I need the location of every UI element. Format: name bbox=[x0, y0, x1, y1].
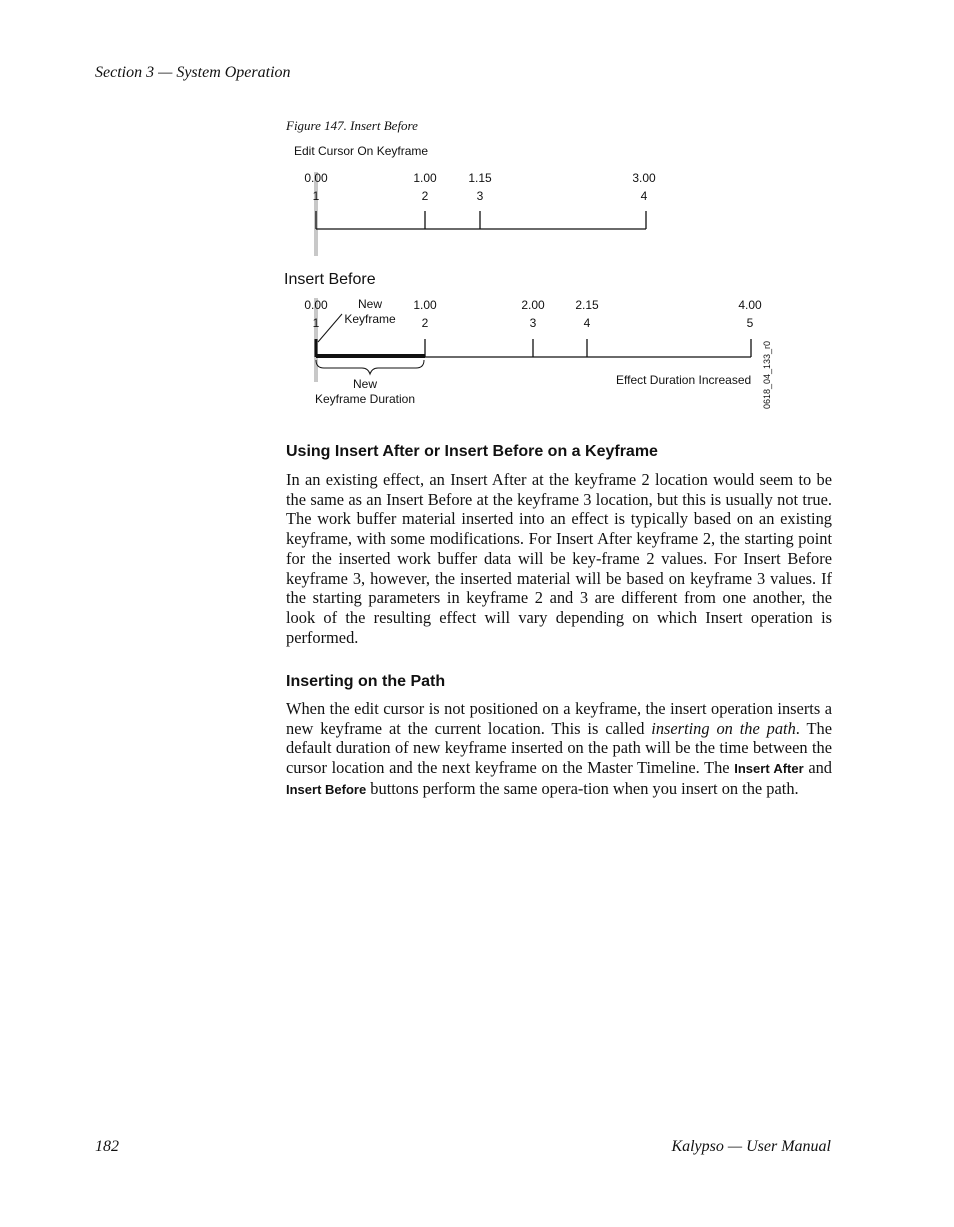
section-heading-inserting-on-path: Inserting on the Path bbox=[286, 673, 446, 690]
new-keyframe-pointer bbox=[318, 314, 342, 342]
top-diagram-title: Edit Cursor On Keyframe bbox=[294, 144, 429, 158]
bottom-diagram-title: Insert Before bbox=[284, 271, 376, 288]
bottom-kf-5-num: 5 bbox=[746, 316, 754, 330]
italic-term: inserting on the path bbox=[651, 718, 796, 738]
top-kf-4-time: 3.00 bbox=[632, 171, 656, 185]
bottom-kf-4-time: 2.15 bbox=[575, 298, 599, 312]
effect-duration-label: Effect Duration Increased bbox=[616, 373, 752, 387]
bottom-kf-1-num: 1 bbox=[312, 316, 320, 330]
body-text: and bbox=[803, 758, 832, 778]
top-kf-1-time: 0.00 bbox=[304, 171, 328, 185]
bottom-kf-3-time: 2.00 bbox=[521, 298, 545, 312]
section-heading-insert-after-before: Using Insert After or Insert Before on a Keyframe bbox=[286, 443, 658, 460]
top-kf-3-num: 3 bbox=[476, 189, 484, 203]
duration-label-line1: New bbox=[352, 377, 378, 391]
body-text: . The default duration of new keyframe inserted on the path will be the time between the cursor location and the next keyframe on the Master Timeline. The bbox=[286, 718, 832, 778]
bottom-kf-5-time: 4.00 bbox=[738, 298, 762, 312]
insert-before-button-ref: Insert Before bbox=[286, 781, 367, 797]
body-text: buttons perform the same opera-tion when you insert on the path. bbox=[366, 778, 799, 798]
figure-caption: Figure 147. Insert Before bbox=[286, 118, 418, 133]
new-keyframe-label-line1: New bbox=[357, 297, 383, 311]
bottom-kf-2-num: 2 bbox=[421, 316, 429, 330]
manual-title: Kalypso — User Manual bbox=[671, 1138, 831, 1155]
page-number: 182 bbox=[95, 1138, 119, 1155]
new-keyframe-label-line2: Keyframe bbox=[344, 312, 396, 326]
bottom-kf-1-time: 0.00 bbox=[304, 298, 328, 312]
body-text: When the edit cursor is not positioned on a keyframe, the insert operation inserts a new keyframe at the current location. This is called bbox=[286, 699, 832, 738]
top-kf-2-time: 1.00 bbox=[413, 171, 437, 185]
bottom-kf-3-num: 3 bbox=[529, 316, 537, 330]
duration-label-line2: Keyframe Duration bbox=[314, 392, 416, 406]
top-kf-2-num: 2 bbox=[421, 189, 429, 203]
figure-id: 0618_04_133_r0 bbox=[762, 340, 772, 410]
top-kf-4-num: 4 bbox=[640, 189, 648, 203]
insert-after-button-ref: Insert After bbox=[734, 761, 804, 777]
bottom-kf-4-num: 4 bbox=[583, 316, 591, 330]
bottom-kf-2-time: 1.00 bbox=[413, 298, 437, 312]
top-kf-3-time: 1.15 bbox=[468, 171, 492, 185]
top-kf-1-num: 1 bbox=[312, 189, 320, 203]
duration-brace bbox=[316, 360, 424, 374]
section-body-insert-after-before: In an existing effect, an Insert After at the keyframe 2 location would seem to be the same as an Insert Before at the keyframe 3 location, but this is usually not true. The work buffer material inserted into an effect is typically based on an existing keyframe, with some modifications. For Insert After keyframe 2, the starting point for the inserted work buffer data will be key-frame 2 values. For Insert Before keyframe 3, however, the inserted material will be based on keyframe 3 values. If the starting parameters in keyframe 2 and 3 are different from one another, the look of the resulting effect will vary depending on which Insert operation is performed. bbox=[286, 470, 832, 647]
section-body-inserting-on-path bbox=[286, 699, 832, 800]
running-header: Section 3 — System Operation bbox=[95, 64, 291, 81]
